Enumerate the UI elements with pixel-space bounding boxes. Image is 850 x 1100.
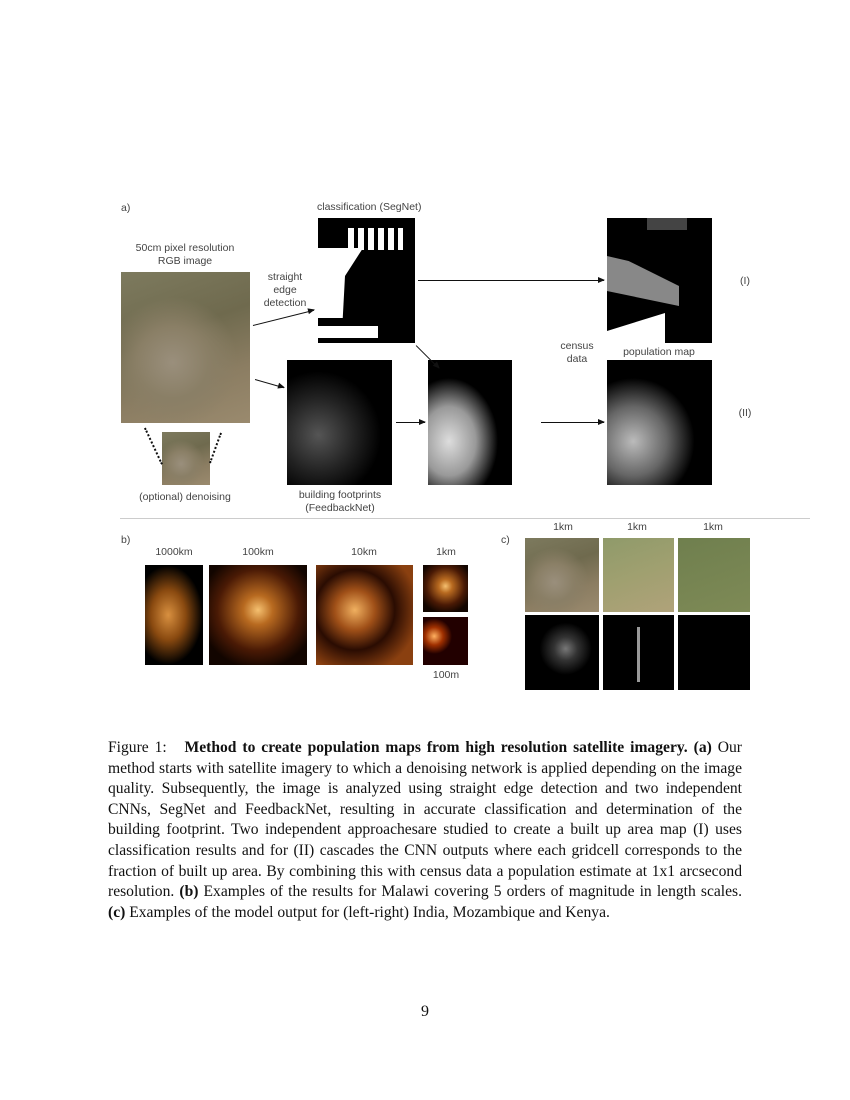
denoising-label: (optional) denoising bbox=[139, 491, 231, 503]
footprints-label-2: (FeedbackNet) bbox=[305, 502, 375, 514]
caption-c-tag: (c) bbox=[108, 903, 126, 921]
arrow-to-map-I bbox=[418, 280, 604, 281]
scale-label-1000km: 1000km bbox=[155, 546, 193, 558]
label-I: (I) bbox=[740, 275, 750, 287]
panel-divider bbox=[120, 518, 810, 519]
edge-label-1: straight bbox=[267, 271, 303, 283]
scale-label-mozambique: 1km bbox=[627, 521, 647, 533]
rgb-satellite-image bbox=[121, 272, 250, 423]
malawi-100m-image bbox=[423, 617, 468, 665]
malawi-1000km-image bbox=[145, 565, 203, 665]
edge-label-3: detection bbox=[263, 297, 307, 309]
malawi-10km-image bbox=[316, 565, 413, 665]
scale-label-kenya: 1km bbox=[703, 521, 723, 533]
malawi-100km-image bbox=[209, 565, 307, 665]
panel-c-label: c) bbox=[501, 534, 510, 546]
built-up-map-I-image bbox=[607, 218, 712, 343]
mozambique-satellite-image bbox=[603, 538, 674, 612]
rgb-label-line2: RGB image bbox=[157, 255, 213, 267]
census-label-1: census bbox=[560, 340, 594, 352]
denoised-image bbox=[162, 432, 210, 485]
scale-label-100m: 100m bbox=[432, 669, 460, 681]
caption-c-text: Examples of the model output for (left-right) India, Mozambique and Kenya. bbox=[129, 903, 610, 921]
arrow-to-segnet bbox=[253, 310, 314, 326]
arrow-from-denoise bbox=[209, 433, 222, 464]
caption-title: Method to create population maps from high resolution satellite imagery. bbox=[184, 739, 688, 756]
kenya-output-image bbox=[678, 615, 750, 690]
india-output-image bbox=[525, 615, 599, 690]
building-footprints-image bbox=[287, 360, 392, 485]
census-label-2: data bbox=[566, 353, 588, 365]
caption-b-tag: (b) bbox=[179, 883, 199, 901]
kenya-satellite-image bbox=[678, 538, 750, 612]
scale-label-10km: 10km bbox=[351, 546, 377, 558]
mozambique-output-image bbox=[603, 615, 674, 690]
arrow-footprints-to-cascade bbox=[396, 422, 425, 423]
segnet-label: classification (SegNet) bbox=[317, 201, 422, 213]
segnet-classification-image bbox=[318, 218, 415, 343]
arrow-to-footprints bbox=[255, 379, 284, 389]
india-satellite-image bbox=[525, 538, 599, 612]
population-map-II-image bbox=[607, 360, 712, 485]
caption-b-text: Examples of the results for Malawi covering 5 orders of magnitude in length scales. bbox=[203, 883, 743, 901]
panel-a-label: a) bbox=[121, 202, 131, 214]
footprints-label-1: building footprints bbox=[298, 489, 382, 501]
caption-a-text: Our method starts with satellite imagery to which a denoising network is applied depending on the image quality. Subsequently, the image is analyzed using straight edge detection and two independent CNNs, SegNet and FeedbackNet, resulting in accurate classification and determination of the building footprint. Two independent approachesare studied to create a built up area map (I) uses classification results and for (II) cascades the CNN outputs where each gridcell corresponds to the fraction of built up area. By combining this with census data a population estimate at 1x1 arcsecond resolution. bbox=[108, 739, 743, 901]
figure-caption bbox=[108, 738, 742, 923]
arrow-to-denoise bbox=[144, 428, 163, 465]
population-map-label: population map bbox=[623, 346, 695, 358]
panel-b-label: b) bbox=[121, 534, 131, 546]
caption-a-tag: (a) bbox=[693, 739, 712, 756]
malawi-1km-image bbox=[423, 565, 468, 612]
scale-label-1km: 1km bbox=[436, 546, 456, 558]
page-number: 9 bbox=[421, 1003, 429, 1020]
label-II: (II) bbox=[738, 407, 752, 419]
scale-label-india: 1km bbox=[553, 521, 573, 533]
arrow-to-map-II bbox=[541, 422, 604, 423]
scale-label-100km: 100km bbox=[242, 546, 274, 558]
rgb-label-line1: 50cm pixel resolution bbox=[135, 242, 235, 254]
edge-label-2: edge bbox=[273, 284, 297, 296]
caption-prefix: Figure 1: bbox=[108, 739, 167, 756]
cascaded-cnn-output-image bbox=[428, 360, 512, 485]
